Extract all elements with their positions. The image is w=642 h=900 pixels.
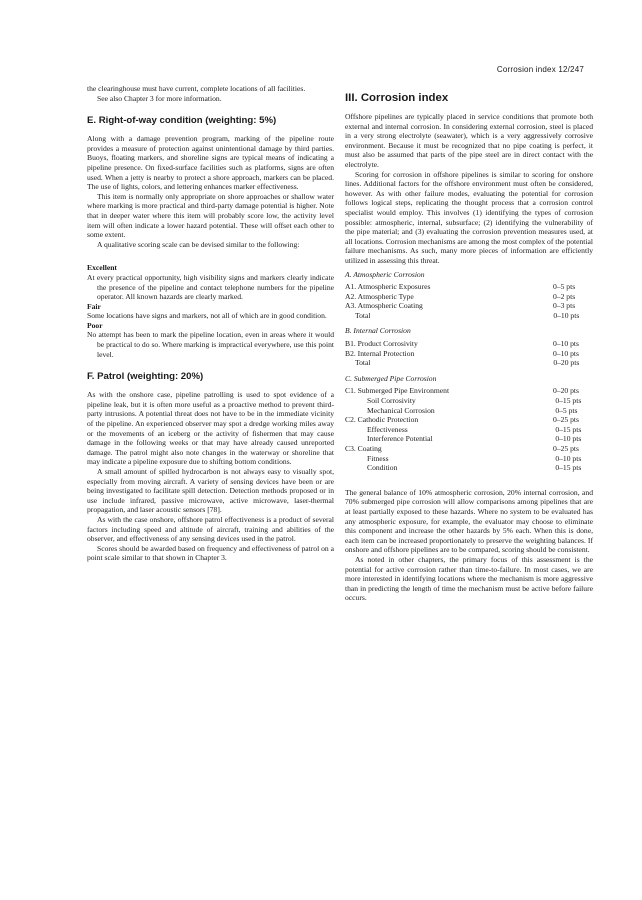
section-f-paragraph: A small amount of spilled hydrocarbon is not always easy to visually spot, especially from moving aircraft. A variety of sensing devices have been or are being investigated to facilitate spill detection. Detection methods proposed or in use include infrared, passive microwave, active microwave, laser-thermal propagation, and laser acoustic sensors [78]. [87, 467, 334, 515]
scoring-row-points: 0–25 pts [553, 415, 579, 425]
intro-reference: See also Chapter 3 for more information. [97, 93, 222, 103]
section-f-paragraph: Scores should be awarded based on frequency and effectiveness of patrol on a point scale similar to that shown in Chapter 3. [87, 543, 334, 563]
corrosion-paragraph: Scoring for corrosion in offshore pipelines is similar to scoring for onshore lines. Additional factors for the offshore environment must often be considered, however. As with other failure modes, evaluating the potential for corrosion follows logical steps, replicating the thought process that a corrosion control specialist would employ. This involves (1) identifying the types of corrosion possible: atmospheric, internal, subsurface; (2) identifying the vulnerability of the pipe material; and (3) evaluating the corrosion prevention measures used, at all locations. Corrosion mechanisms are among the most complex of the potential failure mechanisms. As such, many more pieces of information are efficiently utilized in assessing this threat. [345, 169, 594, 265]
scoring-table-title: C. Submerged Pipe Corrosion [345, 373, 437, 383]
running-header: Corrosion index 12/247 [496, 65, 584, 74]
scoring-table-title: B. Internal Corrosion [345, 326, 411, 336]
corrosion-index-heading: III. Corrosion index [345, 92, 449, 104]
scoring-row [345, 386, 593, 396]
section-e-paragraph: A qualitative scoring scale can be devised similar to the following: [97, 239, 300, 249]
left-column [87, 84, 334, 563]
scoring-row [345, 301, 593, 311]
scoring-row-label: C1. Submerged Pipe Environment [345, 386, 450, 396]
scoring-row-points: 0–20 pts [553, 386, 579, 396]
scoring-row-label: Interference Potential [367, 434, 433, 444]
scoring-row-label: Soil Corrosivity [367, 396, 416, 406]
section-f-paragraph: As with the onshore case, pipeline patrolling is used to spot evidence of a pipeline leak, but it is often more useful as a proactive method to prevent third-party intrusions. A potential threat does not have to be in the immediate vicinity of the pipeline. An experienced observer may spot a dredge working miles away or the movements of an iceberg or the activity of fishermen that may cause damage in the following weeks or that may have already caused unreported damage. The patrol might also note changes in the waterway or shoreline that may indicate a pipeline exposure due to shifting bottom conditions. [87, 390, 334, 467]
corrosion-focus-paragraph: As noted in other chapters, the primary focus of this assessment is the potential for active corrosion rather than time-to-failure. In most cases, we are more interested in identifying locations where the mechanism is more aggressive than in predicting the length of time the mechanism must be active before failure occurs. [345, 554, 593, 603]
scoring-row [345, 292, 593, 302]
scoring-row [345, 434, 593, 444]
rating-text-poor: No attempt has been to mark the pipeline location, even in areas where it would be practical to do so. Where marking is impractical everywhere, use this point level. [87, 330, 334, 359]
scoring-row-label: B2. Internal Protection [345, 348, 415, 358]
scoring-row-points: 0–3 pts [553, 301, 576, 311]
scoring-row-points: 0–20 pts [553, 358, 580, 368]
scoring-row-points: 0–25 pts [553, 444, 579, 453]
scoring-row-points: 0–15 pts [555, 463, 582, 473]
scoring-row-label: Condition [367, 463, 398, 473]
scoring-row-label: Effectiveness [367, 424, 408, 434]
scoring-row-label: A2. Atmospheric Type [345, 291, 414, 301]
scoring-row-points: 0–5 pts [555, 405, 578, 415]
scoring-row-label: Mechanical Corrosion [367, 405, 435, 415]
scoring-row-points: 0–15 pts [555, 424, 582, 434]
scoring-row-label: Total [355, 310, 371, 320]
scoring-row [345, 406, 593, 416]
scoring-row-points: 0–10 pts [555, 434, 582, 444]
scoring-table-atmospheric [345, 270, 593, 321]
scoring-row [345, 349, 593, 359]
scoring-row-label: Fitness [367, 453, 389, 463]
right-column [345, 84, 593, 603]
rating-label-excellent: Excellent [87, 263, 117, 273]
scoring-row-points: 0–2 pts [553, 291, 576, 301]
scoring-row [345, 454, 593, 464]
section-e-paragraph: Along with a damage prevention program, marking of the pipeline route provides a measure of protection against unintentional damage by third parties. Buoys, floating markers, and shoreline signs are typical means of indicating a pipeline presence. On fixed-surface facilities such as platforms, signs are often used. When a jetty is nearby to protect a shore approach, markers can be placed. The use of lights, colors, and lettering enhances marker effectiveness. [87, 134, 334, 192]
intro-paragraph: the clearinghouse must have current, complete locations of all facilities. [87, 84, 306, 93]
scoring-table-submerged [345, 374, 593, 473]
scoring-row [345, 444, 593, 454]
scoring-row-total [345, 311, 593, 321]
scoring-row-label: B1. Product Corrosivity [345, 339, 418, 349]
scoring-row-label: C3. Coating [345, 444, 382, 453]
rating-text-excellent: At every practical opportunity, high visibility signs and markers clearly indicate the presence of the pipeline and contact telephone numbers for the pipeline operator. All known hazards are clearly marked. [87, 272, 334, 302]
scoring-row-points: 0–10 pts [553, 348, 579, 358]
scoring-row [345, 339, 593, 349]
section-e-heading: E. Right-of-way condition (weighting: 5%) [87, 115, 277, 127]
corrosion-paragraph: Offshore pipelines are typically placed in service conditions that promote both external and internal corrosion. In considering external corrosion, steel is placed in a very strong electrolyte (seawater), which is a very aggressively corrosive environment. Because it must be recognized that no pipe coating is perfect, it must also be assumed that parts of the pipe steel are in direct contact with the electrolyte. [345, 112, 593, 169]
scoring-row [345, 415, 593, 425]
scoring-row-points: 0–10 pts [555, 453, 582, 463]
scoring-row [345, 425, 593, 435]
section-e-paragraph: This item is normally only appropriate on shore approaches or shallow water where marking is more practical and third-party damage potential is higher. Note that in deeper water where this item will probably score low, the activity level item will often indicate a lower hazard potential. These will offset each other to some extent. [87, 191, 334, 240]
rating-label-poor: Poor [87, 320, 103, 330]
scoring-row-points: 0–10 pts [553, 339, 579, 349]
scoring-table-internal [345, 326, 593, 367]
scoring-row-points: 0–5 pts [553, 282, 576, 292]
scoring-row [345, 463, 593, 473]
scoring-row-points: 0–15 pts [555, 396, 582, 406]
scoring-row [345, 396, 593, 406]
scoring-table-title: A. Atmospheric Corrosion [345, 269, 425, 279]
scoring-row-label: A1. Atmospheric Exposures [345, 282, 431, 292]
rating-text-fair: Some locations have signs and markers, not all of which are in good condition. [87, 311, 327, 321]
scoring-row [345, 282, 593, 292]
scoring-row-points: 0–10 pts [553, 310, 580, 320]
scoring-row-total [345, 358, 593, 368]
section-f-paragraph: As with the case onshore, offshore patrol effectiveness is a product of several factors including speed and altitude of aircraft, training and abilities of the observer, and effectiveness of any sensing devices used in the patrol. [87, 514, 334, 544]
scoring-row-label: C2. Cathodic Protection [345, 415, 419, 425]
rating-label-fair: Fair [87, 301, 101, 311]
scoring-row-label: Total [355, 358, 371, 368]
scoring-row-label: A3. Atmospheric Coating [345, 301, 423, 311]
section-f-heading: F. Patrol (weighting: 20%) [87, 371, 204, 383]
corrosion-balance-paragraph: The general balance of 10% atmospheric corrosion, 20% internal corrosion, and 70% submerged pipe corrosion will allow comparisons among pipelines that are at least partially exposed to these hazards. Where no system to be evaluated has any atmospheric exposure, for example, the evaluator may choose to eliminate this component and increase the other hazards by 5% each. When this is done, each item can be increased proportionately to preserve the weighting balances. If onshore and offshore pipelines are to be compared, scoring should be consistent. [345, 487, 593, 555]
